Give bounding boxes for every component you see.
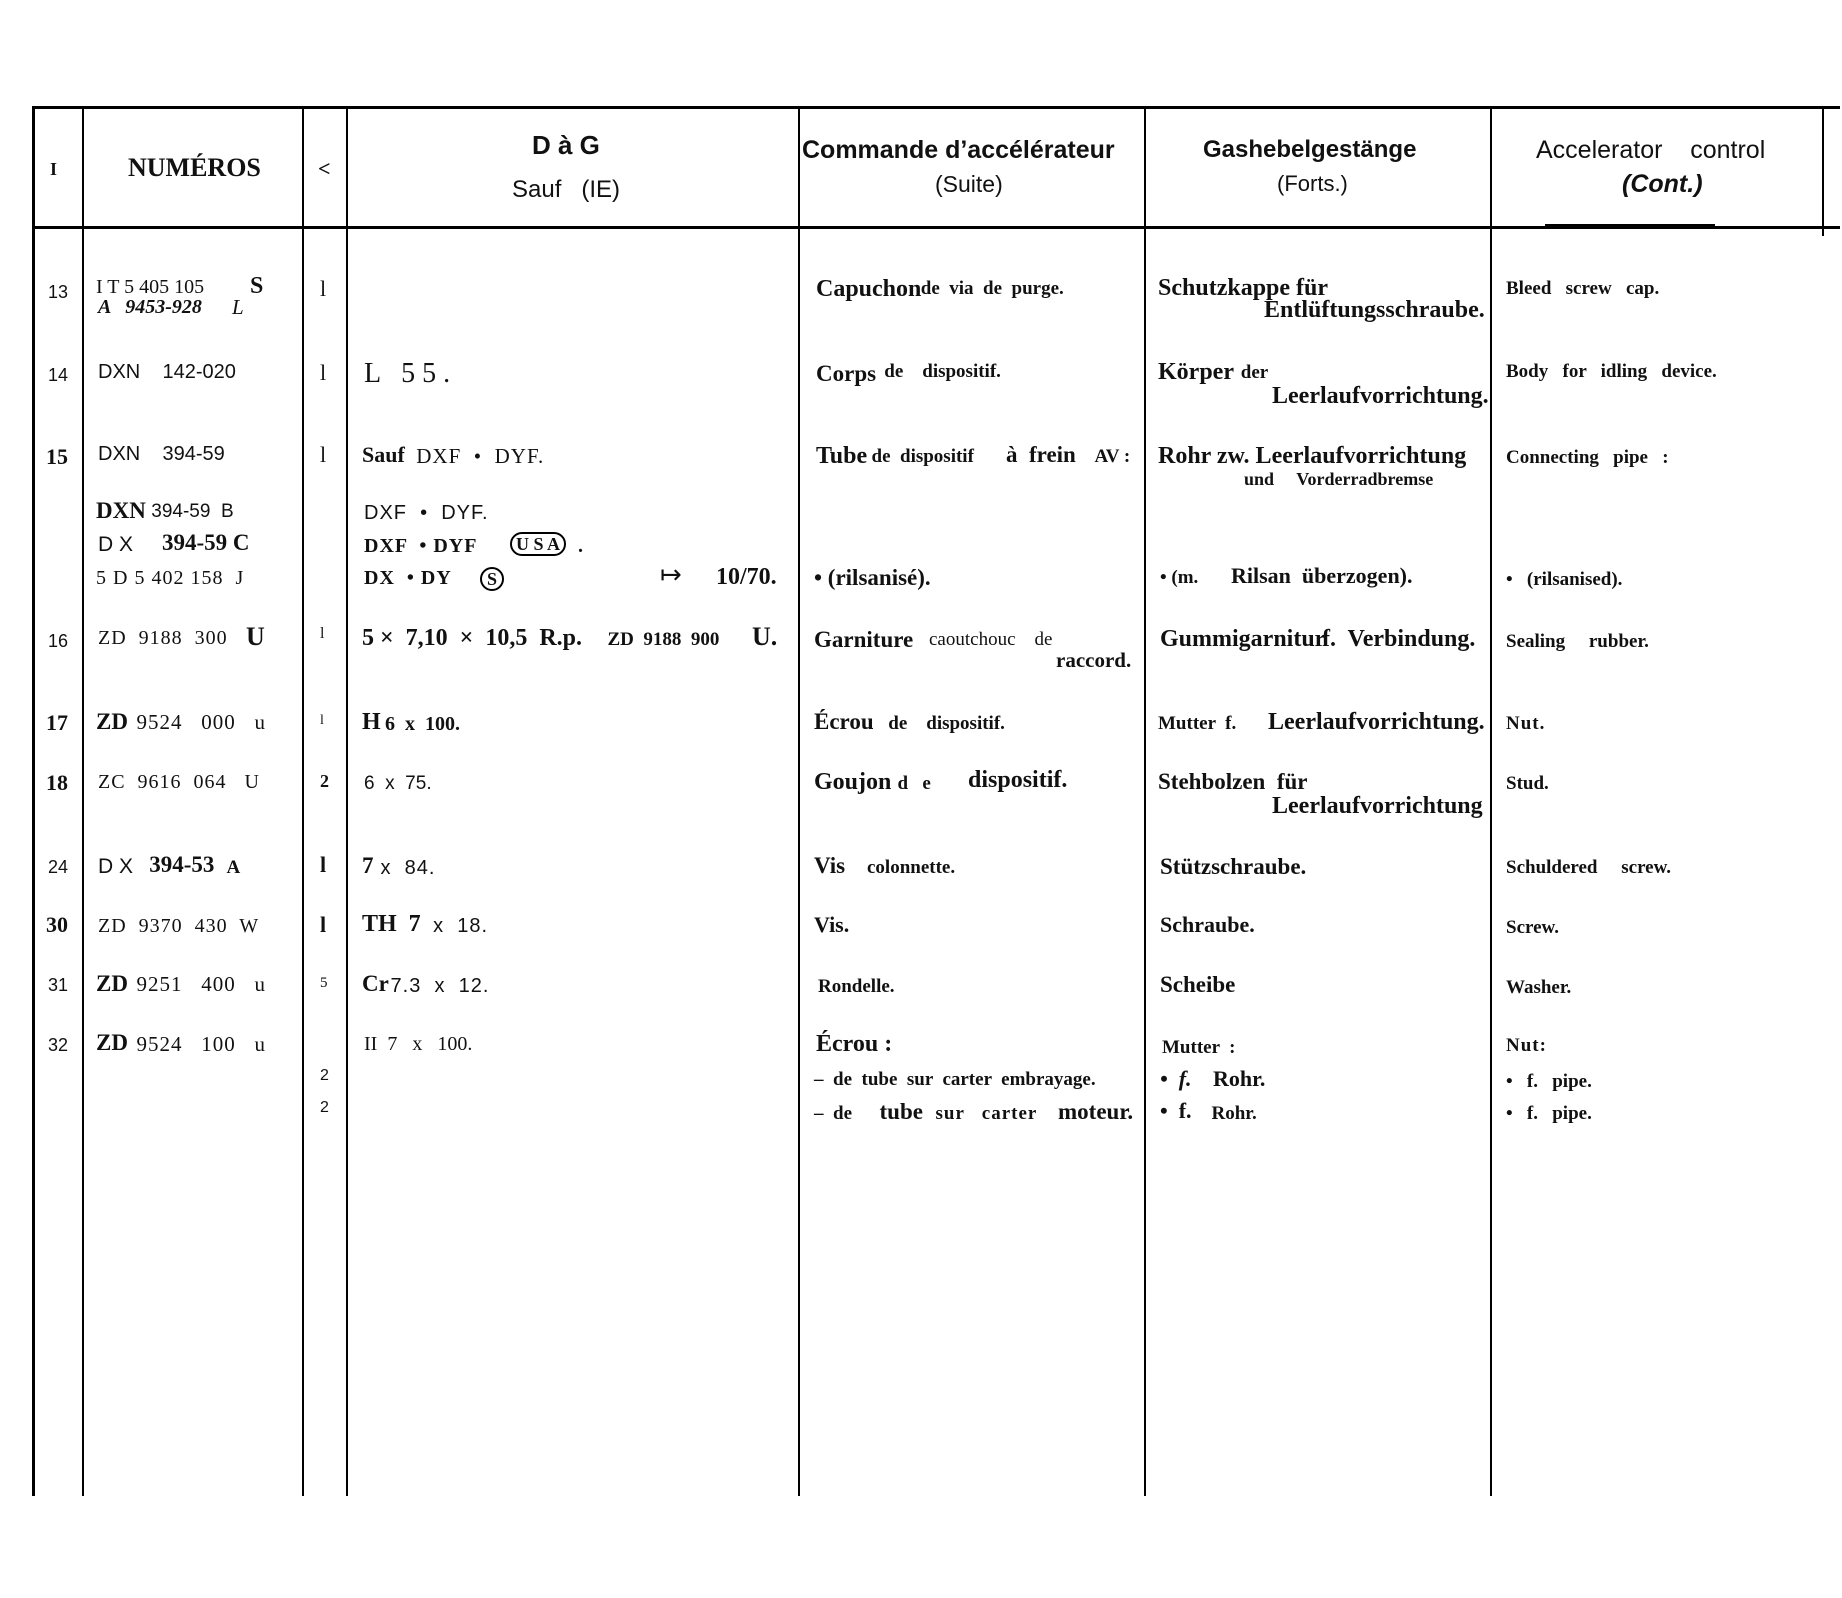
model-date: 10/70. bbox=[716, 564, 777, 590]
header-model-top: D à G bbox=[532, 130, 600, 160]
french-desc: Capuchon bbox=[816, 276, 922, 302]
french-desc: – de bbox=[814, 1103, 852, 1124]
quantity: l bbox=[320, 912, 327, 937]
quantity: 2 bbox=[320, 1067, 329, 1084]
french-desc: Tube bbox=[816, 443, 868, 469]
row-index: 31 bbox=[48, 975, 69, 995]
english-desc: Sealing rubber. bbox=[1506, 631, 1649, 652]
part-number-suffix: U bbox=[246, 622, 265, 651]
french-desc: Écrou : bbox=[816, 1031, 893, 1057]
row-index: 16 bbox=[48, 631, 69, 651]
french-desc-end: AV : bbox=[1086, 446, 1131, 467]
part-number: DXN 394-59 bbox=[98, 443, 225, 465]
model-note-suffix: U. bbox=[752, 622, 778, 651]
model-note: TH 7 bbox=[362, 911, 421, 937]
part-number: DXN bbox=[96, 498, 146, 523]
column-divider bbox=[32, 106, 35, 1496]
french-desc: Rondelle. bbox=[818, 976, 895, 997]
model-note-rest: DXF • DYF. bbox=[410, 444, 545, 468]
model-note-rest: x 84. bbox=[374, 857, 436, 879]
french-desc-end: moteur. bbox=[1058, 1099, 1134, 1124]
german-desc: • (m. bbox=[1160, 567, 1199, 588]
english-desc: • f. pipe. bbox=[1506, 1103, 1592, 1124]
part-number: ZD bbox=[96, 1030, 128, 1055]
english-desc: Connecting pipe : bbox=[1506, 447, 1669, 468]
part-number: D X bbox=[98, 855, 134, 878]
german-desc: Körper bbox=[1158, 359, 1234, 385]
english-desc: Bleed screw cap. bbox=[1506, 278, 1660, 299]
french-desc: Corps bbox=[816, 361, 877, 386]
part-number: D X bbox=[98, 533, 134, 556]
usa-stamp: U S A bbox=[510, 532, 566, 556]
column-divider bbox=[798, 106, 800, 1496]
french-desc-rest: colonnette. bbox=[848, 857, 956, 878]
model-note: DX • DY bbox=[364, 567, 452, 589]
german-desc-line2: Entlüftungsschraube. bbox=[1264, 297, 1485, 323]
column-divider bbox=[1822, 106, 1824, 236]
french-desc-line2: raccord. bbox=[1056, 648, 1132, 672]
part-number: ZD bbox=[96, 709, 128, 734]
arrow-icon: ↦ bbox=[660, 560, 682, 590]
part-number: ZD bbox=[96, 971, 128, 996]
german-desc-line2: und Vorderradbremse bbox=[1244, 469, 1434, 489]
column-divider bbox=[302, 106, 304, 1496]
header-index: I bbox=[50, 159, 58, 179]
french-desc-rest: d e bbox=[888, 773, 955, 794]
french-desc-rest: de via de purge. bbox=[916, 278, 1064, 299]
german-desc: Stehbolzen für bbox=[1158, 769, 1308, 794]
header-english-subtitle: (Cont.) bbox=[1622, 170, 1703, 198]
german-desc-rest: f. Verbindung. bbox=[1316, 626, 1476, 652]
model-note: Sauf bbox=[362, 442, 405, 467]
german-desc: Schutzkappe für bbox=[1158, 275, 1329, 301]
english-desc: • (rilsanised). bbox=[1506, 569, 1623, 590]
quantity: 2 bbox=[320, 1099, 329, 1116]
part-number: A 9453-928 bbox=[98, 296, 202, 318]
row-index: 18 bbox=[46, 770, 68, 795]
french-desc: Goujon bbox=[814, 769, 892, 795]
model-note-part: ZD 9188 900 bbox=[598, 629, 729, 650]
header-english-title: Accelerator control bbox=[1536, 136, 1766, 164]
english-desc: Washer. bbox=[1506, 977, 1572, 998]
model-note: 7 bbox=[362, 853, 374, 878]
model-s-symbol: S bbox=[480, 567, 504, 591]
model-note: H bbox=[362, 709, 381, 735]
model-note-rest: 6 x 100. bbox=[380, 713, 460, 735]
french-desc: • (rilsanisé). bbox=[814, 565, 931, 590]
model-note: 5 × 7,10 × 10,5 R.p. bbox=[362, 625, 583, 651]
part-number: ZD 9188 300 bbox=[98, 627, 228, 649]
part-number-suffix: A bbox=[218, 857, 241, 878]
german-desc-rest: Rilsan überzogen). bbox=[1220, 563, 1413, 588]
row-index: 30 bbox=[46, 912, 68, 937]
french-desc: Vis. bbox=[814, 912, 850, 937]
french-desc: Garniture bbox=[814, 627, 914, 652]
german-desc-line2: Leerlaufvorrichtung. bbox=[1272, 383, 1489, 409]
english-desc: • f. pipe. bbox=[1506, 1071, 1592, 1092]
french-desc-emphasis: à frein bbox=[1006, 442, 1076, 467]
column-divider bbox=[346, 106, 348, 1496]
part-number: 5 D 5 402 158 J bbox=[96, 567, 245, 589]
row-index: 24 bbox=[48, 857, 69, 877]
part-number: I T 5 405 105 bbox=[96, 276, 205, 298]
row-index: 17 bbox=[46, 710, 68, 735]
header-french-title: Commande d’accélérateur bbox=[802, 136, 1115, 164]
model-note: 6 x 75. bbox=[364, 773, 432, 794]
underline-accent bbox=[1545, 224, 1715, 227]
german-desc-suffix: der bbox=[1236, 362, 1269, 383]
quantity: l bbox=[320, 713, 324, 728]
german-desc-rest: Leerlaufvorrichtung. bbox=[1256, 709, 1485, 735]
quantity: l bbox=[320, 852, 327, 877]
german-desc: Gummigarnitur bbox=[1160, 626, 1326, 652]
header-qty: < bbox=[318, 156, 331, 181]
part-number: ZD 9370 430 W bbox=[98, 915, 260, 937]
french-desc: Vis bbox=[814, 853, 846, 878]
english-desc: Screw. bbox=[1506, 917, 1559, 938]
german-desc: Mutter : bbox=[1162, 1037, 1236, 1058]
french-desc-emphasis: dispositif. bbox=[968, 767, 1068, 793]
part-number-rest: 394-53 bbox=[132, 852, 215, 877]
model-note-rest: x 18. bbox=[420, 915, 489, 937]
header-german-subtitle: (Forts.) bbox=[1277, 171, 1348, 196]
french-desc-rest: de dispositif. bbox=[870, 361, 1001, 382]
german-desc: Mutter f. bbox=[1158, 713, 1237, 734]
german-desc: Rohr zw. Leerlaufvorrichtung bbox=[1158, 443, 1467, 469]
model-note-rest: 7.3 x 12. bbox=[384, 975, 490, 997]
header-model-bottom: Sauf (IE) bbox=[512, 176, 621, 203]
german-desc-rest: Rohr. bbox=[1202, 1066, 1266, 1091]
french-desc: Écrou bbox=[814, 709, 874, 734]
english-desc: Stud. bbox=[1506, 773, 1549, 794]
model-note: Cr bbox=[362, 971, 389, 996]
part-number: ZC 9616 064 U bbox=[98, 771, 260, 793]
french-desc-rest: de dispositif bbox=[862, 446, 984, 467]
quantity: l bbox=[320, 360, 327, 385]
english-desc: Nut. bbox=[1506, 713, 1546, 734]
header-numeros: NUMÉROS bbox=[128, 153, 261, 182]
french-desc: – de tube sur carter embrayage. bbox=[814, 1069, 1096, 1090]
model-note: DXF • DYF. bbox=[364, 502, 489, 524]
model-note: L 5 5 . bbox=[364, 358, 451, 389]
german-desc: Stützschraube. bbox=[1160, 854, 1307, 879]
row-index: 15 bbox=[46, 444, 68, 469]
model-note: II 7 x 100. bbox=[364, 1033, 473, 1055]
german-desc: • f. bbox=[1160, 1066, 1192, 1091]
model-note: DXF • DYF bbox=[364, 535, 478, 557]
part-number-suffix: L bbox=[232, 295, 244, 319]
quantity: l bbox=[320, 276, 327, 301]
column-divider bbox=[1490, 106, 1492, 1496]
row-index: 14 bbox=[48, 365, 69, 385]
german-desc: Schraube. bbox=[1160, 912, 1255, 937]
column-divider bbox=[82, 106, 84, 1496]
german-desc: • f. bbox=[1160, 1098, 1192, 1123]
german-desc: Scheibe bbox=[1160, 972, 1236, 997]
quantity: l bbox=[320, 442, 327, 467]
english-desc: Nut: bbox=[1506, 1035, 1547, 1056]
header-german-title: Gashebelgestänge bbox=[1203, 136, 1417, 163]
german-desc-line2: Leerlaufvorrichtung bbox=[1272, 793, 1483, 819]
part-number-rest: 9524 000 u bbox=[124, 710, 266, 734]
part-number-rest: 9524 100 u bbox=[124, 1032, 266, 1056]
part-number: DXN 142-020 bbox=[98, 361, 236, 383]
german-desc-rest: Rohr. bbox=[1202, 1103, 1257, 1124]
quantity: 2 bbox=[320, 771, 329, 791]
row-index: 32 bbox=[48, 1035, 69, 1055]
english-desc: Schuldered screw. bbox=[1506, 857, 1672, 878]
part-number-rest: 9251 400 u bbox=[124, 972, 266, 996]
french-desc-rest: sur carter bbox=[924, 1103, 1049, 1124]
column-divider bbox=[1144, 106, 1146, 1496]
part-number-rest: 394-59 C bbox=[162, 530, 250, 555]
french-desc-emphasis: tube bbox=[868, 1099, 923, 1124]
part-number-rest: 394-59 B bbox=[146, 501, 234, 522]
part-number-suffix: S bbox=[250, 273, 264, 299]
model-note-end: . bbox=[578, 535, 583, 557]
french-desc-rest: de dispositif. bbox=[874, 713, 1005, 734]
quantity: l bbox=[320, 625, 325, 642]
row-index: 13 bbox=[48, 282, 69, 302]
english-desc: Body for idling device. bbox=[1506, 361, 1717, 382]
header-french-subtitle: (Suite) bbox=[935, 171, 1003, 197]
french-desc-rest: caoutchouc de bbox=[910, 629, 1053, 650]
quantity: 5 bbox=[320, 975, 328, 991]
